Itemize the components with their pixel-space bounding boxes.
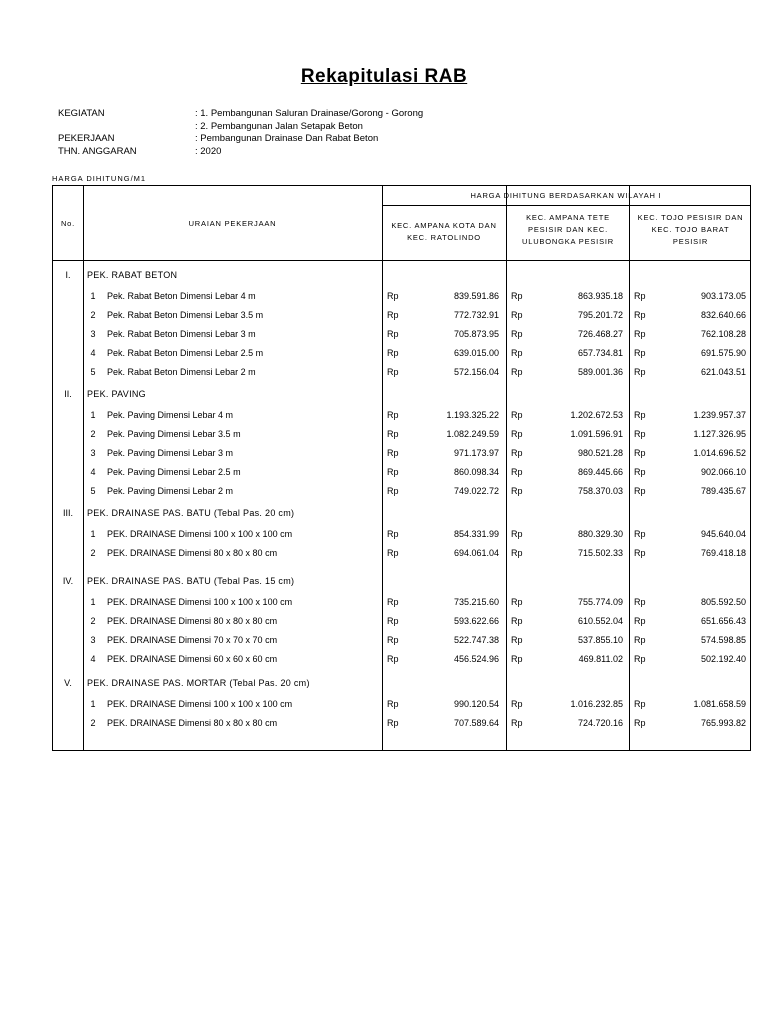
item-index: 5	[90, 486, 96, 496]
currency-label: Rp	[387, 699, 399, 709]
currency-label: Rp	[511, 548, 523, 558]
header-no: No.	[60, 219, 76, 228]
price-col1: 990.120.54	[453, 699, 499, 709]
currency-label: Rp	[634, 348, 646, 358]
price-col2: 1.202.672.53	[570, 410, 623, 420]
price-col3: 651.656.43	[700, 616, 746, 626]
item-description: Pek. Rabat Beton Dimensi Lebar 3.5 m	[107, 310, 264, 320]
price-col3: 574.598.85	[700, 635, 746, 645]
price-col3: 765.993.82	[700, 718, 746, 728]
currency-label: Rp	[387, 548, 399, 558]
price-col1: 572.156.04	[453, 367, 499, 377]
section-number: III.	[62, 508, 73, 518]
section-number: IV.	[62, 576, 74, 586]
item-description: PEK. DRAINASE Dimensi 80 x 80 x 80 cm	[107, 718, 278, 728]
item-description: PEK. DRAINASE Dimensi 100 x 100 x 100 cm	[107, 597, 293, 607]
currency-label: Rp	[511, 486, 523, 496]
currency-label: Rp	[634, 597, 646, 607]
item-index: 2	[90, 616, 96, 626]
section-row	[53, 385, 750, 404]
item-description: PEK. DRAINASE Dimensi 60 x 60 x 60 cm	[107, 654, 278, 664]
price-col2: 863.935.18	[577, 291, 623, 301]
section-title: PEK. RABAT BETON	[87, 270, 178, 280]
price-col3: 1.081.658.59	[693, 699, 746, 709]
header-divider	[382, 205, 750, 206]
item-description: PEK. DRAINASE Dimensi 70 x 70 x 70 cm	[107, 635, 278, 645]
item-description: Pek. Rabat Beton Dimensi Lebar 2 m	[107, 367, 256, 377]
section-number: I.	[65, 270, 71, 280]
currency-label: Rp	[511, 429, 523, 439]
price-col1: 707.589.64	[453, 718, 499, 728]
price-col3: 691.575.90	[700, 348, 746, 358]
currency-label: Rp	[634, 486, 646, 496]
section-title: PEK. DRAINASE PAS. MORTAR (Tebal Pas. 20 cm)	[87, 678, 310, 688]
price-col1: 749.022.72	[453, 486, 499, 496]
table-row	[53, 544, 750, 563]
currency-label: Rp	[634, 448, 646, 458]
currency-label: Rp	[511, 367, 523, 377]
price-col2: 980.521.28	[577, 448, 623, 458]
table-row	[53, 463, 750, 482]
price-col3: 1.014.696.52	[693, 448, 746, 458]
page-title: Rekapitulasi RAB	[300, 66, 468, 87]
price-col1: 522.747.38	[453, 635, 499, 645]
currency-label: Rp	[634, 310, 646, 320]
currency-label: Rp	[634, 699, 646, 709]
currency-label: Rp	[511, 616, 523, 626]
currency-label: Rp	[511, 635, 523, 645]
price-col1: 839.591.86	[453, 291, 499, 301]
currency-label: Rp	[634, 616, 646, 626]
item-index: 1	[90, 529, 96, 539]
item-description: Pek. Paving Dimensi Lebar 3.5 m	[107, 429, 241, 439]
price-col1: 860.098.34	[453, 467, 499, 477]
currency-label: Rp	[511, 348, 523, 358]
item-index: 1	[90, 699, 96, 709]
meta-value: : 2020	[195, 145, 222, 157]
section-row	[53, 572, 750, 591]
currency-label: Rp	[511, 310, 523, 320]
price-col2: 610.552.04	[577, 616, 623, 626]
item-description: Pek. Rabat Beton Dimensi Lebar 3 m	[107, 329, 256, 339]
item-description: PEK. DRAINASE Dimensi 100 x 100 x 100 cm	[107, 699, 293, 709]
currency-label: Rp	[634, 654, 646, 664]
item-index: 4	[90, 348, 96, 358]
currency-label: Rp	[634, 529, 646, 539]
price-basis-label: HARGA DIHITUNG/M1	[52, 174, 147, 183]
meta-value: : 1. Pembangunan Saluran Drainase/Gorong - Gorong	[195, 108, 424, 119]
price-col3: 1.239.957.37	[693, 410, 746, 420]
item-index: 2	[90, 718, 96, 728]
price-col1: 593.622.66	[453, 616, 499, 626]
meta-label: THN. ANGGARAN	[58, 145, 137, 157]
table-row	[53, 325, 750, 344]
section-number: V.	[64, 678, 72, 688]
currency-label: Rp	[387, 467, 399, 477]
currency-label: Rp	[387, 348, 399, 358]
item-description: Pek. Paving Dimensi Lebar 3 m	[107, 448, 234, 458]
currency-label: Rp	[387, 529, 399, 539]
price-col2: 469.811.02	[578, 654, 623, 664]
section-row	[53, 674, 750, 693]
price-col1: 639.015.00	[453, 348, 499, 358]
currency-label: Rp	[511, 467, 523, 477]
price-col1: 1.082.249.59	[446, 429, 499, 439]
currency-label: Rp	[511, 597, 523, 607]
table-row	[53, 714, 750, 733]
currency-label: Rp	[511, 654, 523, 664]
price-col3: 789.435.67	[700, 486, 746, 496]
price-col3: 762.108.28	[700, 329, 746, 339]
price-col3: 832.640.66	[700, 310, 746, 320]
price-col3: 945.640.04	[700, 529, 746, 539]
item-index: 4	[90, 467, 96, 477]
currency-label: Rp	[387, 654, 399, 664]
currency-label: Rp	[387, 486, 399, 496]
currency-label: Rp	[387, 291, 399, 301]
table-row	[53, 525, 750, 544]
price-col2: 755.774.09	[577, 597, 623, 607]
item-description: Pek. Rabat Beton Dimensi Lebar 4 m	[107, 291, 256, 301]
table-row	[53, 306, 750, 325]
table-row	[53, 425, 750, 444]
currency-label: Rp	[387, 429, 399, 439]
price-col1: 772.732.91	[453, 310, 499, 320]
section-title: PEK. PAVING	[87, 389, 146, 399]
item-index: 1	[90, 597, 96, 607]
item-index: 3	[90, 329, 96, 339]
item-index: 3	[90, 635, 96, 645]
price-col1: 735.215.60	[453, 597, 499, 607]
meta-label: KEGIATAN	[58, 108, 105, 119]
price-col2: 758.370.03	[577, 486, 623, 496]
currency-label: Rp	[387, 367, 399, 377]
section-title: PEK. DRAINASE PAS. BATU (Tebal Pas. 20 cm)	[87, 508, 295, 518]
item-index: 2	[90, 310, 96, 320]
table-row	[53, 344, 750, 363]
item-description: PEK. DRAINASE Dimensi 80 x 80 x 80 cm	[107, 616, 278, 626]
item-description: PEK. DRAINASE Dimensi 100 x 100 x 100 cm	[107, 529, 293, 539]
item-index: 4	[90, 654, 96, 664]
currency-label: Rp	[387, 448, 399, 458]
price-col3: 902.066.10	[700, 467, 746, 477]
currency-label: Rp	[511, 329, 523, 339]
price-col2: 537.855.10	[577, 635, 623, 645]
currency-label: Rp	[634, 329, 646, 339]
item-index: 5	[90, 367, 96, 377]
price-col2: 715.502.33	[577, 548, 623, 558]
header-uraian: URAIAN PEKERJAAN	[188, 219, 277, 228]
currency-label: Rp	[634, 467, 646, 477]
currency-label: Rp	[387, 310, 399, 320]
price-col2: 657.734.81	[577, 348, 623, 358]
item-index: 1	[90, 410, 96, 420]
price-col2: 880.329.30	[577, 529, 623, 539]
section-title: PEK. DRAINASE PAS. BATU (Tebal Pas. 15 cm)	[87, 576, 295, 586]
item-index: 1	[90, 291, 96, 301]
currency-label: Rp	[634, 718, 646, 728]
price-col1: 456.524.96	[453, 654, 499, 664]
currency-label: Rp	[387, 635, 399, 645]
header-divider	[53, 260, 750, 261]
header-col2: KEC. AMPANA TETE PESISIR DAN KEC. ULUBONGKA PESISIR	[522, 213, 614, 246]
currency-label: Rp	[634, 367, 646, 377]
header-group: HARGA DIHITUNG BERDASARKAN WILAYAH I	[470, 191, 662, 200]
price-col2: 724.720.16	[577, 718, 623, 728]
price-col2: 726.468.27	[577, 329, 623, 339]
currency-label: Rp	[511, 448, 523, 458]
item-description: Pek. Paving Dimensi Lebar 2.5 m	[107, 467, 241, 477]
currency-label: Rp	[387, 718, 399, 728]
section-row	[53, 266, 750, 285]
price-col3: 903.173.05	[700, 291, 746, 301]
table-row	[53, 631, 750, 650]
price-col1: 705.873.95	[453, 329, 499, 339]
meta-value: : 2. Pembangunan Jalan Setapak Beton	[195, 120, 363, 132]
item-description: PEK. DRAINASE Dimensi 80 x 80 x 80 cm	[107, 548, 278, 558]
table-row	[53, 650, 750, 669]
price-col3: 621.043.51	[700, 367, 746, 377]
currency-label: Rp	[387, 329, 399, 339]
currency-label: Rp	[511, 529, 523, 539]
price-col2: 1.091.596.91	[570, 429, 623, 439]
currency-label: Rp	[634, 429, 646, 439]
price-col1: 854.331.99	[453, 529, 499, 539]
price-col1: 694.061.04	[453, 548, 499, 558]
item-index: 2	[90, 429, 96, 439]
price-col3: 1.127.326.95	[693, 429, 746, 439]
meta-label: PEKERJAAN	[58, 133, 115, 144]
item-index: 2	[90, 548, 96, 558]
price-col1: 1.193.325.22	[446, 410, 499, 420]
header-col3: KEC. TOJO PESISIR DAN KEC. TOJO BARAT PESISIR	[637, 213, 744, 246]
currency-label: Rp	[387, 410, 399, 420]
currency-label: Rp	[634, 635, 646, 645]
price-col1: 971.173.97	[453, 448, 499, 458]
currency-label: Rp	[387, 616, 399, 626]
price-col2: 589.001.36	[577, 367, 623, 377]
price-col2: 795.201.72	[577, 310, 623, 320]
currency-label: Rp	[511, 718, 523, 728]
item-description: Pek. Paving Dimensi Lebar 2 m	[107, 486, 234, 496]
table-row	[53, 695, 750, 714]
item-description: Pek. Rabat Beton Dimensi Lebar 2.5 m	[107, 348, 264, 358]
meta-value: : Pembangunan Drainase Dan Rabat Beton	[195, 133, 379, 144]
item-description: Pek. Paving Dimensi Lebar 4 m	[107, 410, 234, 420]
table-row	[53, 612, 750, 631]
currency-label: Rp	[387, 597, 399, 607]
header-col1: KEC. AMPANA KOTA DAN KEC. RATOLINDO	[391, 221, 497, 242]
item-index: 3	[90, 448, 96, 458]
table-row	[53, 363, 750, 382]
section-row	[53, 504, 750, 523]
currency-label: Rp	[511, 699, 523, 709]
price-col2: 869.445.66	[577, 467, 623, 477]
price-col2: 1.016.232.85	[570, 699, 623, 709]
table-row	[53, 444, 750, 463]
price-col3: 769.418.18	[700, 548, 746, 558]
table-row	[53, 406, 750, 425]
rab-table	[52, 185, 751, 751]
section-number: II.	[64, 389, 72, 399]
price-col3: 502.192.40	[700, 654, 746, 664]
price-col3: 805.592.50	[700, 597, 746, 607]
table-row	[53, 287, 750, 306]
currency-label: Rp	[634, 291, 646, 301]
currency-label: Rp	[511, 291, 523, 301]
currency-label: Rp	[634, 410, 646, 420]
table-row	[53, 593, 750, 612]
table-row	[53, 482, 750, 501]
currency-label: Rp	[511, 410, 523, 420]
currency-label: Rp	[634, 548, 646, 558]
